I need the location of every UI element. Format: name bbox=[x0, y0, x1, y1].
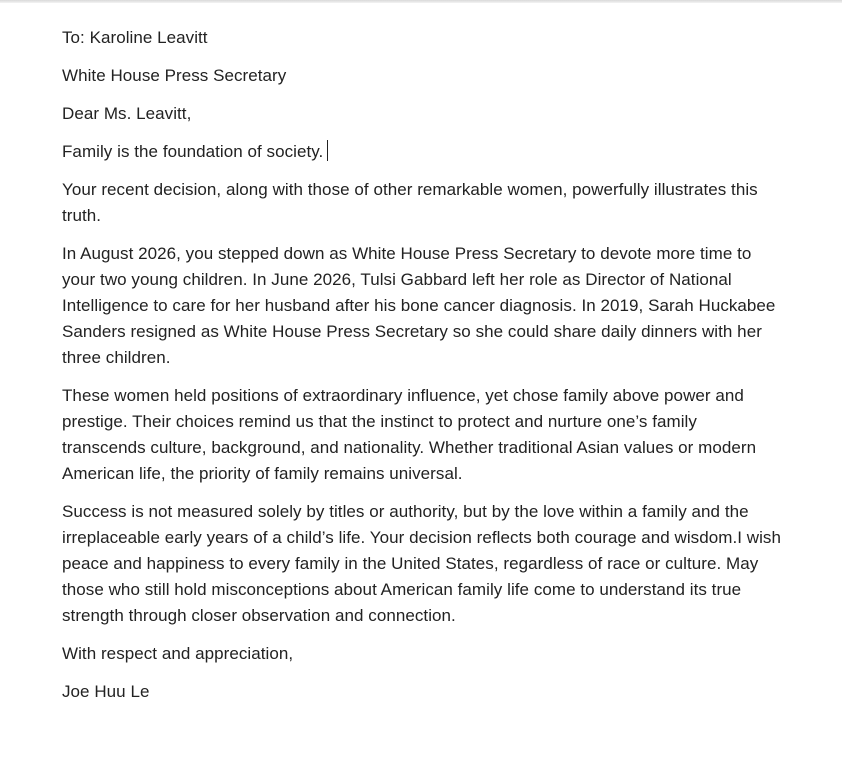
salutation: Dear Ms. Leavitt, bbox=[62, 104, 192, 123]
recipient-line: To: Karoline Leavitt bbox=[62, 28, 208, 47]
text-cursor bbox=[327, 140, 328, 161]
body-paragraph-3: These women held positions of extraordinary influence, yet chose family above power and prestige. Their choices remind us that the instinct to protect and nurture one’s family transcends culture, background, and nationality. Whether traditional Asian values or modern American life, the priority of family remains universal. bbox=[62, 386, 757, 483]
signature-name: Joe Huu Le bbox=[62, 682, 150, 701]
opening-line-text: Family is the foundation of society. bbox=[62, 142, 324, 161]
window-top-edge bbox=[0, 0, 842, 3]
opening-line[interactable] bbox=[62, 139, 782, 165]
body-paragraph-4: Success is not measured solely by titles or authority, but by the love within a family and the irreplaceable early years of a child’s life. Your decision reflects both courage and wisdom.I wish peace and happiness to every family in the United States, regardless of race or culture. May those who still hold misconceptions about American family life come to understand its true strength through closer observation and connection. bbox=[62, 502, 781, 625]
body-paragraph-2: In August 2026, you stepped down as White House Press Secretary to devote more time to your two young children. In June 2026, Tulsi Gabbard left her role as Director of National Intelligence to care for her husband after his bone cancer diagnosis. In 2019, Sarah Huckabee Sanders resigned as White House Press Secretary so she could share daily dinners with her three children. bbox=[62, 244, 776, 367]
body-paragraph-1: Your recent decision, along with those of other remarkable women, powerfully illustrates this truth. bbox=[62, 180, 758, 225]
closing: With respect and appreciation, bbox=[62, 644, 294, 663]
letter-document[interactable] bbox=[62, 25, 782, 717]
recipient-title: White House Press Secretary bbox=[62, 66, 287, 85]
